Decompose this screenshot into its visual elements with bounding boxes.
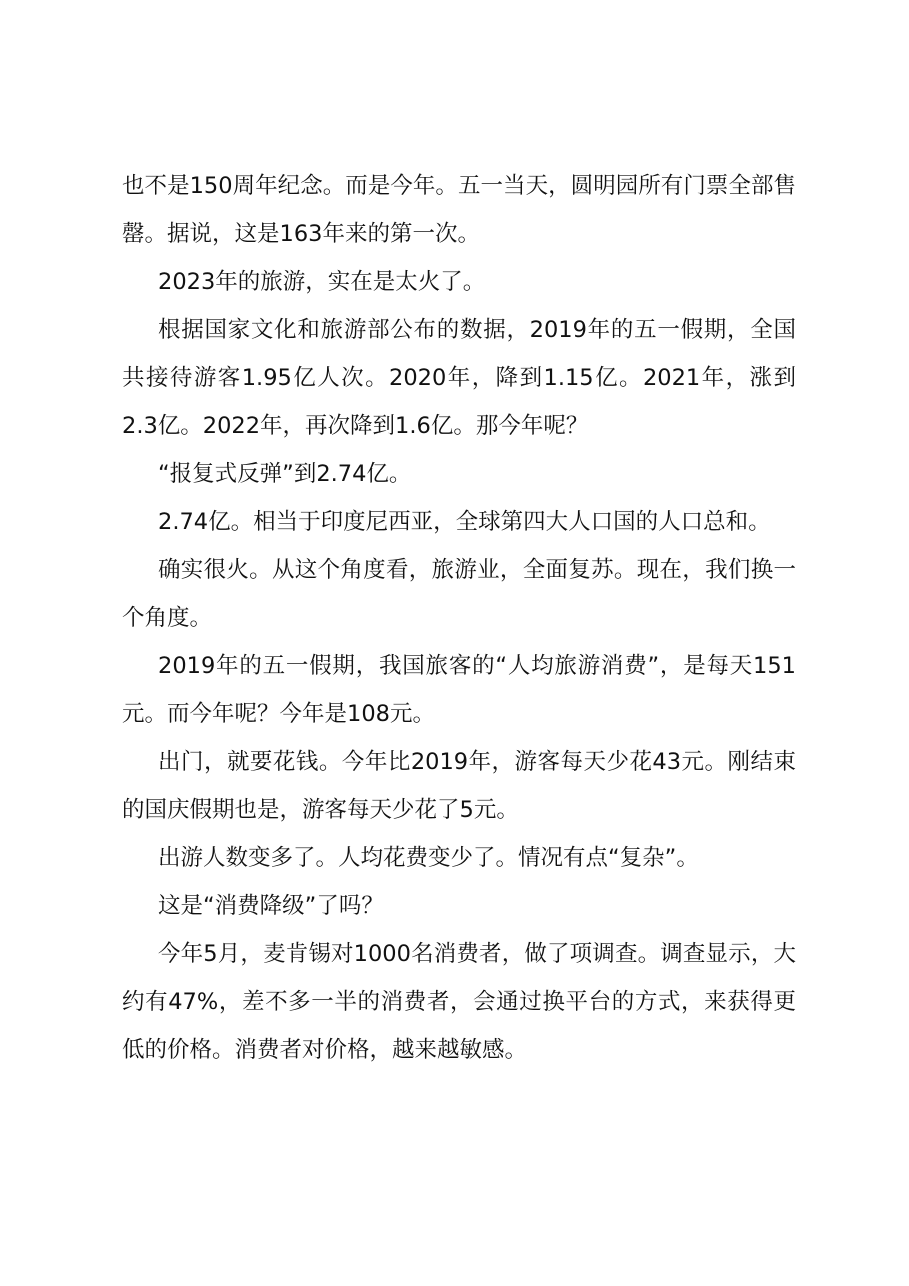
paragraph: 出游人数变多了。人均花费变少了。情况有点“复杂”。 [158, 845, 699, 871]
paragraph: 出门，就要花钱。今年比2019年，游客每天少花43元。刚结束的国庆假期也是，游客每天少花了5元。 [122, 749, 796, 823]
paragraph: “报复式反弹”到2.74亿。 [158, 461, 412, 487]
paragraph: 这是“消费降级”了吗？ [158, 893, 384, 919]
paragraph: 确实很火。从这个角度看，旅游业，全面复苏。现在，我们换一个角度。 [122, 557, 796, 631]
paragraph: 今年5月，麦肯锡对1000名消费者，做了项调查。调查显示，大约有47%，差不多一半的消费者，会通过换平台的方式，来获得更低的价格。消费者对价格，越来越敏感。 [122, 941, 796, 1063]
paragraph: 2.74亿。相当于印度尼西亚，全球第四大人口国的人口总和。 [158, 509, 771, 535]
paragraph: 根据国家文化和旅游部公布的数据，2019年的五一假期，全国共接待游客1.95亿人次。2020年，降到1.15亿。2021年，涨到2.3亿。2022年，再次降到1.6亿。那今年呢？ [122, 317, 796, 439]
paragraph: 2023年的旅游，实在是太火了。 [158, 269, 486, 295]
article-body [122, 162, 796, 1074]
paragraph-continuation: 也不是150周年纪念。而是今年。五一当天，圆明园所有门票全部售罄。据说，这是163年来的第一次。 [122, 173, 796, 247]
paragraph: 2019年的五一假期，我国旅客的“人均旅游消费”，是每天151元。而今年呢？今年是108元。 [122, 653, 796, 727]
